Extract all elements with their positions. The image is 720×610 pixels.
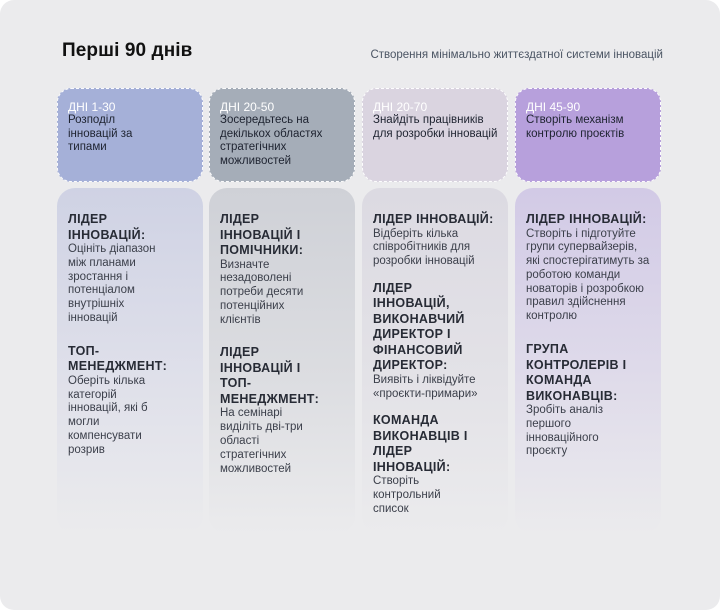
task-role: КОМАНДА ВИКОНАВЦІВ І ЛІДЕР ІННОВАЦІЙ: bbox=[373, 413, 468, 474]
task-section bbox=[526, 342, 651, 459]
task-section bbox=[373, 281, 498, 402]
phase-header bbox=[209, 88, 355, 182]
phase-header bbox=[362, 88, 508, 182]
task-text: Зробіть аналіз першого інноваційного проєкту bbox=[526, 404, 604, 458]
task-text: Відберіть кілька співробітників для розробки інновацій bbox=[373, 227, 475, 268]
task-role: ЛІДЕР ІННОВАЦІЙ, ВИКОНАВЧИЙ ДИРЕКТОР І ФІНАНСОВИЙ ДИРЕКТОР: bbox=[373, 280, 465, 373]
task-text: Оцініть діапазон між планами зростання і потенціалом внутрішніх інновацій bbox=[68, 243, 156, 324]
task-text: Визначте незадоволені потреби десяти потенційних клієнтів bbox=[220, 258, 304, 326]
phase-heading: Знайдіть працівників для розробки інновацій bbox=[373, 114, 498, 140]
task-role: ЛІДЕР ІННОВАЦІЙ: bbox=[373, 212, 494, 226]
task-section bbox=[526, 212, 651, 324]
task-text: Створіть і підготуйте групи супервайзерів, які спостерігатимуть за роботою команди новаторів і розробкою правил здійснення контролю bbox=[526, 227, 650, 323]
task-section bbox=[220, 345, 345, 476]
task-role: ЛІДЕР ІННОВАЦІЙ І ПОМІЧНИКИ: bbox=[220, 212, 304, 257]
task-role: ТОП-МЕНЕДЖМЕНТ: bbox=[68, 343, 168, 374]
page-subtitle: Створення мінімально життєздатної системи інновацій bbox=[370, 49, 663, 61]
task-role: ЛІДЕР ІННОВАЦІЙ: bbox=[526, 212, 647, 226]
phase-body bbox=[209, 188, 355, 534]
phase-body bbox=[515, 188, 661, 534]
task-role: ГРУПА КОНТРОЛЕРІВ І КОМАНДА ВИКОНАВЦІВ: bbox=[526, 342, 627, 403]
task-role: ЛІДЕР ІННОВАЦІЙ І ТОП-МЕНЕДЖМЕНТ: bbox=[220, 345, 320, 406]
task-role: ЛІДЕР ІННОВАЦІЙ: bbox=[68, 212, 146, 242]
phase-days: ДНІ 20-70 bbox=[373, 100, 428, 114]
phase-days: ДНІ 1-30 bbox=[68, 100, 116, 114]
task-section bbox=[373, 413, 498, 516]
phase-heading: Розподіл інновацій за типами bbox=[68, 114, 133, 153]
phase-body bbox=[57, 188, 203, 534]
phase-days: ДНІ 20-50 bbox=[220, 100, 275, 114]
phase-header bbox=[515, 88, 661, 182]
task-text: Виявіть і ліквідуйте «проєкти-примари» bbox=[373, 373, 478, 400]
phase-days: ДНІ 45-90 bbox=[526, 100, 581, 114]
phase-heading: Створіть механізм контролю проєктів bbox=[526, 114, 625, 140]
phase-header bbox=[57, 88, 203, 182]
task-text: Оберіть кілька категорій інновацій, які б могли компенсувати розрив bbox=[68, 374, 148, 456]
task-text: На семінарі виділіть дві-три області стратегічних можливостей bbox=[220, 407, 303, 475]
page-title: Перші 90 днів bbox=[62, 40, 193, 61]
task-text: Створіть контрольний список bbox=[373, 475, 441, 516]
task-section bbox=[68, 212, 193, 326]
phase-heading: Зосередьтесь на декількох областях стратегічних можливостей bbox=[220, 114, 323, 167]
task-section bbox=[68, 344, 193, 458]
task-section bbox=[220, 212, 345, 327]
phase-body bbox=[362, 188, 508, 534]
task-section bbox=[373, 212, 498, 269]
